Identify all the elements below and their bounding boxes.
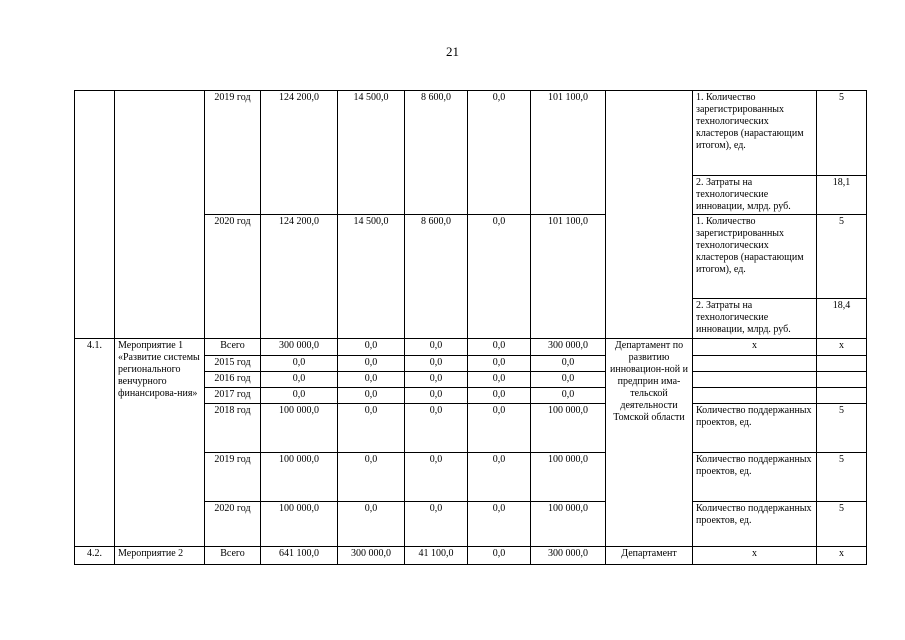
- federal-cell: 0,0: [338, 388, 405, 404]
- page-number: 21: [446, 44, 459, 59]
- year-cell: 2018 год: [205, 404, 261, 453]
- regional-cell: 0,0: [405, 356, 468, 372]
- extrabudget-cell: 0,0: [531, 388, 606, 404]
- indicator-value-cell: [817, 388, 867, 404]
- year-cell: 2016 год: [205, 372, 261, 388]
- indicator-name-cell: [693, 356, 817, 372]
- indicator-value-cell: [817, 372, 867, 388]
- indicator-name-cell: Количество поддержанных проектов, ед.: [693, 453, 817, 502]
- total-cell: 100 000,0: [261, 453, 338, 502]
- indicator-name-cell: 1. Количество зарегистрированных технологических кластеров (нарастающим итогом), ед.: [693, 91, 817, 176]
- regional-cell: 0,0: [405, 339, 468, 356]
- federal-cell: 14 500,0: [338, 215, 405, 339]
- extrabudget-cell: 101 100,0: [531, 91, 606, 215]
- activity-name-cell: Мероприятие 1 «Развитие системы регионального венчурного финансирова-ния»: [115, 339, 205, 547]
- indicator-name-cell: 2. Затраты на технологические инновации, млрд. руб.: [693, 299, 817, 339]
- year-cell: 2019 год: [205, 91, 261, 215]
- indicator-value-cell: 5: [817, 502, 867, 547]
- federal-cell: 0,0: [338, 453, 405, 502]
- regional-cell: 8 600,0: [405, 91, 468, 215]
- executor-cell: Департамент: [606, 547, 693, 565]
- regional-cell: 0,0: [405, 372, 468, 388]
- year-cell: 2019 год: [205, 453, 261, 502]
- regional-cell: 8 600,0: [405, 215, 468, 339]
- local-cell: 0,0: [468, 215, 531, 339]
- regional-cell: 0,0: [405, 388, 468, 404]
- local-cell: 0,0: [468, 356, 531, 372]
- extrabudget-cell: 300 000,0: [531, 547, 606, 565]
- extrabudget-cell: 101 100,0: [531, 215, 606, 339]
- indicator-value-cell: 18,4: [817, 299, 867, 339]
- local-cell: 0,0: [468, 372, 531, 388]
- indicator-name-cell: х: [693, 339, 817, 356]
- indicator-value-cell: 5: [817, 453, 867, 502]
- indicator-name-cell: [693, 388, 817, 404]
- row-number-cell: 4.2.: [75, 547, 115, 565]
- year-cell: 2015 год: [205, 356, 261, 372]
- extrabudget-cell: 100 000,0: [531, 453, 606, 502]
- extrabudget-cell: 0,0: [531, 372, 606, 388]
- total-cell: 0,0: [261, 372, 338, 388]
- total-cell: 641 100,0: [261, 547, 338, 565]
- local-cell: 0,0: [468, 502, 531, 547]
- regional-cell: 0,0: [405, 502, 468, 547]
- extrabudget-cell: 300 000,0: [531, 339, 606, 356]
- indicator-value-cell: х: [817, 547, 867, 565]
- federal-cell: 0,0: [338, 404, 405, 453]
- indicator-value-cell: 18,1: [817, 176, 867, 215]
- row-number-cell: 4.1.: [75, 339, 115, 547]
- year-cell: Всего: [205, 547, 261, 565]
- total-cell: 100 000,0: [261, 502, 338, 547]
- program-table: [74, 90, 867, 565]
- federal-cell: 14 500,0: [338, 91, 405, 215]
- local-cell: 0,0: [468, 388, 531, 404]
- indicator-name-cell: 2. Затраты на технологические инновации, млрд. руб.: [693, 176, 817, 215]
- total-cell: 124 200,0: [261, 91, 338, 215]
- activity-name-cell: [115, 91, 205, 339]
- extrabudget-cell: 0,0: [531, 356, 606, 372]
- local-cell: 0,0: [468, 339, 531, 356]
- regional-cell: 0,0: [405, 404, 468, 453]
- year-cell: 2020 год: [205, 215, 261, 339]
- total-cell: 0,0: [261, 356, 338, 372]
- indicator-name-cell: х: [693, 547, 817, 565]
- total-cell: 300 000,0: [261, 339, 338, 356]
- activity-name-cell: Мероприятие 2: [115, 547, 205, 565]
- federal-cell: 0,0: [338, 502, 405, 547]
- row-number-cell: [75, 91, 115, 339]
- indicator-name-cell: Количество поддержанных проектов, ед.: [693, 502, 817, 547]
- year-cell: Всего: [205, 339, 261, 356]
- local-cell: 0,0: [468, 453, 531, 502]
- extrabudget-cell: 100 000,0: [531, 404, 606, 453]
- indicator-value-cell: 5: [817, 404, 867, 453]
- indicator-name-cell: Количество поддержанных проектов, ед.: [693, 404, 817, 453]
- extrabudget-cell: 100 000,0: [531, 502, 606, 547]
- regional-cell: 41 100,0: [405, 547, 468, 565]
- federal-cell: 0,0: [338, 356, 405, 372]
- indicator-value-cell: 5: [817, 91, 867, 176]
- local-cell: 0,0: [468, 547, 531, 565]
- total-cell: 100 000,0: [261, 404, 338, 453]
- indicator-value-cell: 5: [817, 215, 867, 299]
- indicator-name-cell: 1. Количество зарегистрированных технологических кластеров (нарастающим итогом), ед.: [693, 215, 817, 299]
- indicator-value-cell: [817, 356, 867, 372]
- table-row: [75, 91, 867, 176]
- federal-cell: 300 000,0: [338, 547, 405, 565]
- federal-cell: 0,0: [338, 339, 405, 356]
- regional-cell: 0,0: [405, 453, 468, 502]
- year-cell: 2017 год: [205, 388, 261, 404]
- table-row: [75, 547, 867, 565]
- indicator-value-cell: х: [817, 339, 867, 356]
- total-cell: 0,0: [261, 388, 338, 404]
- year-cell: 2020 год: [205, 502, 261, 547]
- indicator-name-cell: [693, 372, 817, 388]
- local-cell: 0,0: [468, 91, 531, 215]
- executor-cell: Департамент по развитию инновацион-ной и предприн има-тельской деятельности Томской области: [606, 339, 693, 547]
- local-cell: 0,0: [468, 404, 531, 453]
- total-cell: 124 200,0: [261, 215, 338, 339]
- executor-cell: [606, 91, 693, 339]
- table-row: [75, 339, 867, 356]
- federal-cell: 0,0: [338, 372, 405, 388]
